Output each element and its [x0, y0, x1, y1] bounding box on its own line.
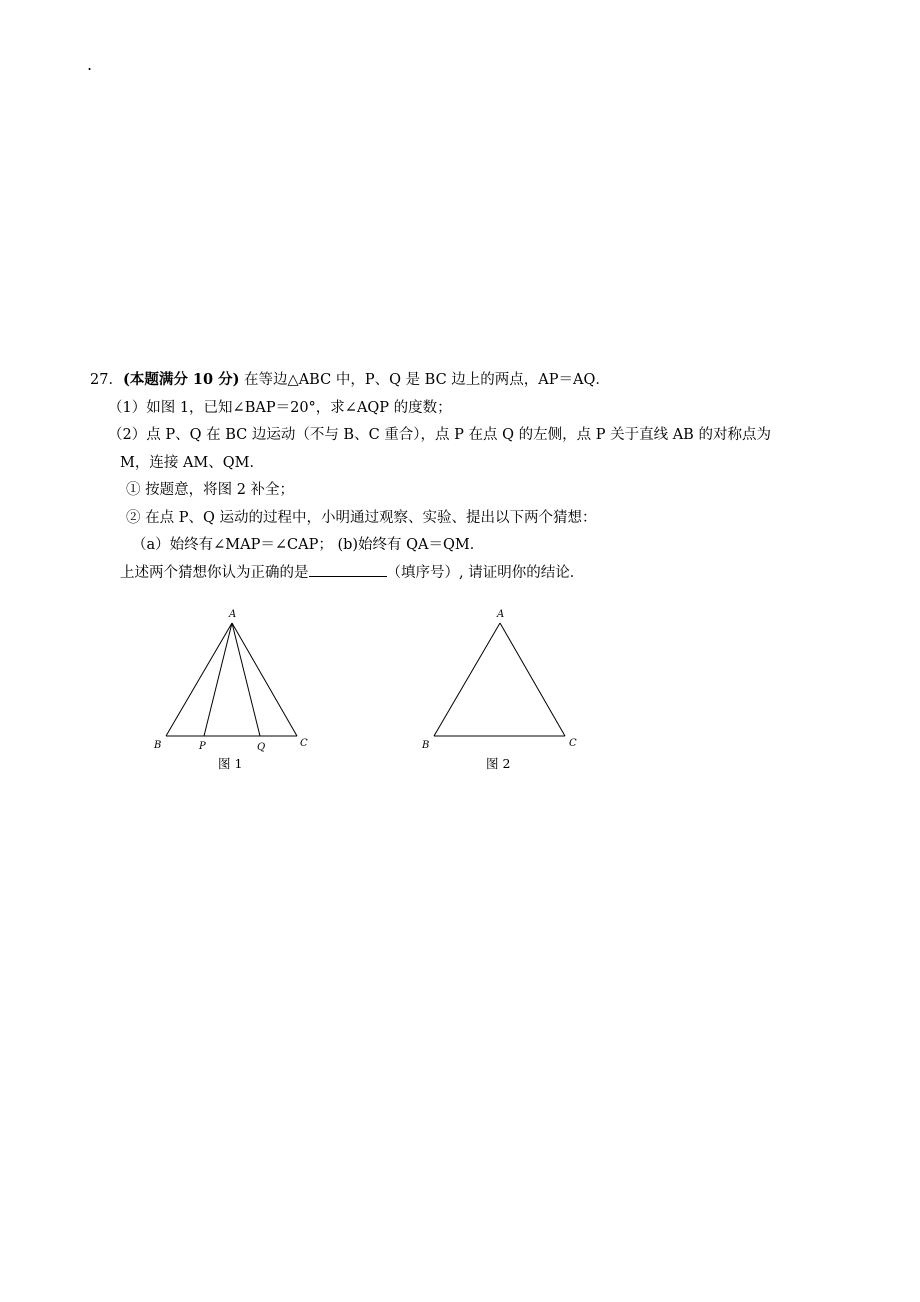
- conclusion-line: [90, 560, 850, 588]
- figure-1-caption: 图 1: [218, 756, 243, 771]
- problem-statement: [90, 366, 850, 395]
- conclusion-instruction: （填序号）, 请证明你的结论．: [386, 564, 585, 581]
- point-label-q: Q: [257, 742, 266, 753]
- figure-1: [150, 605, 320, 771]
- vertex-label-c: C: [300, 738, 308, 749]
- score-note: (本题满分 10 分): [122, 371, 240, 388]
- vertex-label-a: A: [497, 609, 505, 620]
- vertex-label-c: C: [569, 738, 577, 749]
- sub-question-2: ② 在点 P、Q 运动的过程中，小明通过观察、实验、提出以下两个猜想：: [126, 509, 597, 526]
- segment-ap: [204, 623, 232, 736]
- side-ac: [500, 623, 565, 736]
- side-ab: [434, 623, 500, 736]
- conjectures: （a）始终有∠MAP＝∠CAP； (b)始终有 QA＝QM．: [132, 537, 485, 553]
- part-2-line-1: （2）点 P、Q 在 BC 边运动（不与 B、C 重合），点 P 在点 Q 的左侧，点 P 关于直线 AB 的对称点为: [108, 427, 771, 443]
- header-mark: .: [87, 55, 93, 74]
- vertex-label-a: A: [229, 609, 237, 620]
- part-1: （1）如图 1，已知∠BAP＝20°，求∠AQP 的度数；: [108, 399, 452, 416]
- sub-question-1: ① 按题意，将图 2 补全；: [126, 482, 295, 498]
- side-ab: [166, 623, 232, 736]
- conclusion-prompt: 上述两个猜想你认为正确的是: [120, 564, 309, 581]
- point-label-p: P: [199, 741, 206, 752]
- figure-2-caption: 图 2: [486, 756, 511, 771]
- vertex-label-b: B: [154, 740, 162, 751]
- segment-aq: [232, 623, 260, 736]
- side-ac: [232, 623, 297, 736]
- problem-27: [90, 366, 850, 587]
- figure-2: [418, 605, 588, 771]
- problem-intro: 在等边△ABC 中，P、Q 是 BC 边上的两点，AP＝AQ．: [239, 372, 610, 388]
- figure-2-diagram: [418, 605, 588, 755]
- answer-blank[interactable]: [309, 560, 387, 577]
- figure-1-diagram: [150, 605, 320, 755]
- part-2-line-2: M，连接 AM、QM．: [120, 454, 265, 471]
- problem-number: 27．: [90, 372, 123, 388]
- vertex-label-b: B: [422, 740, 430, 751]
